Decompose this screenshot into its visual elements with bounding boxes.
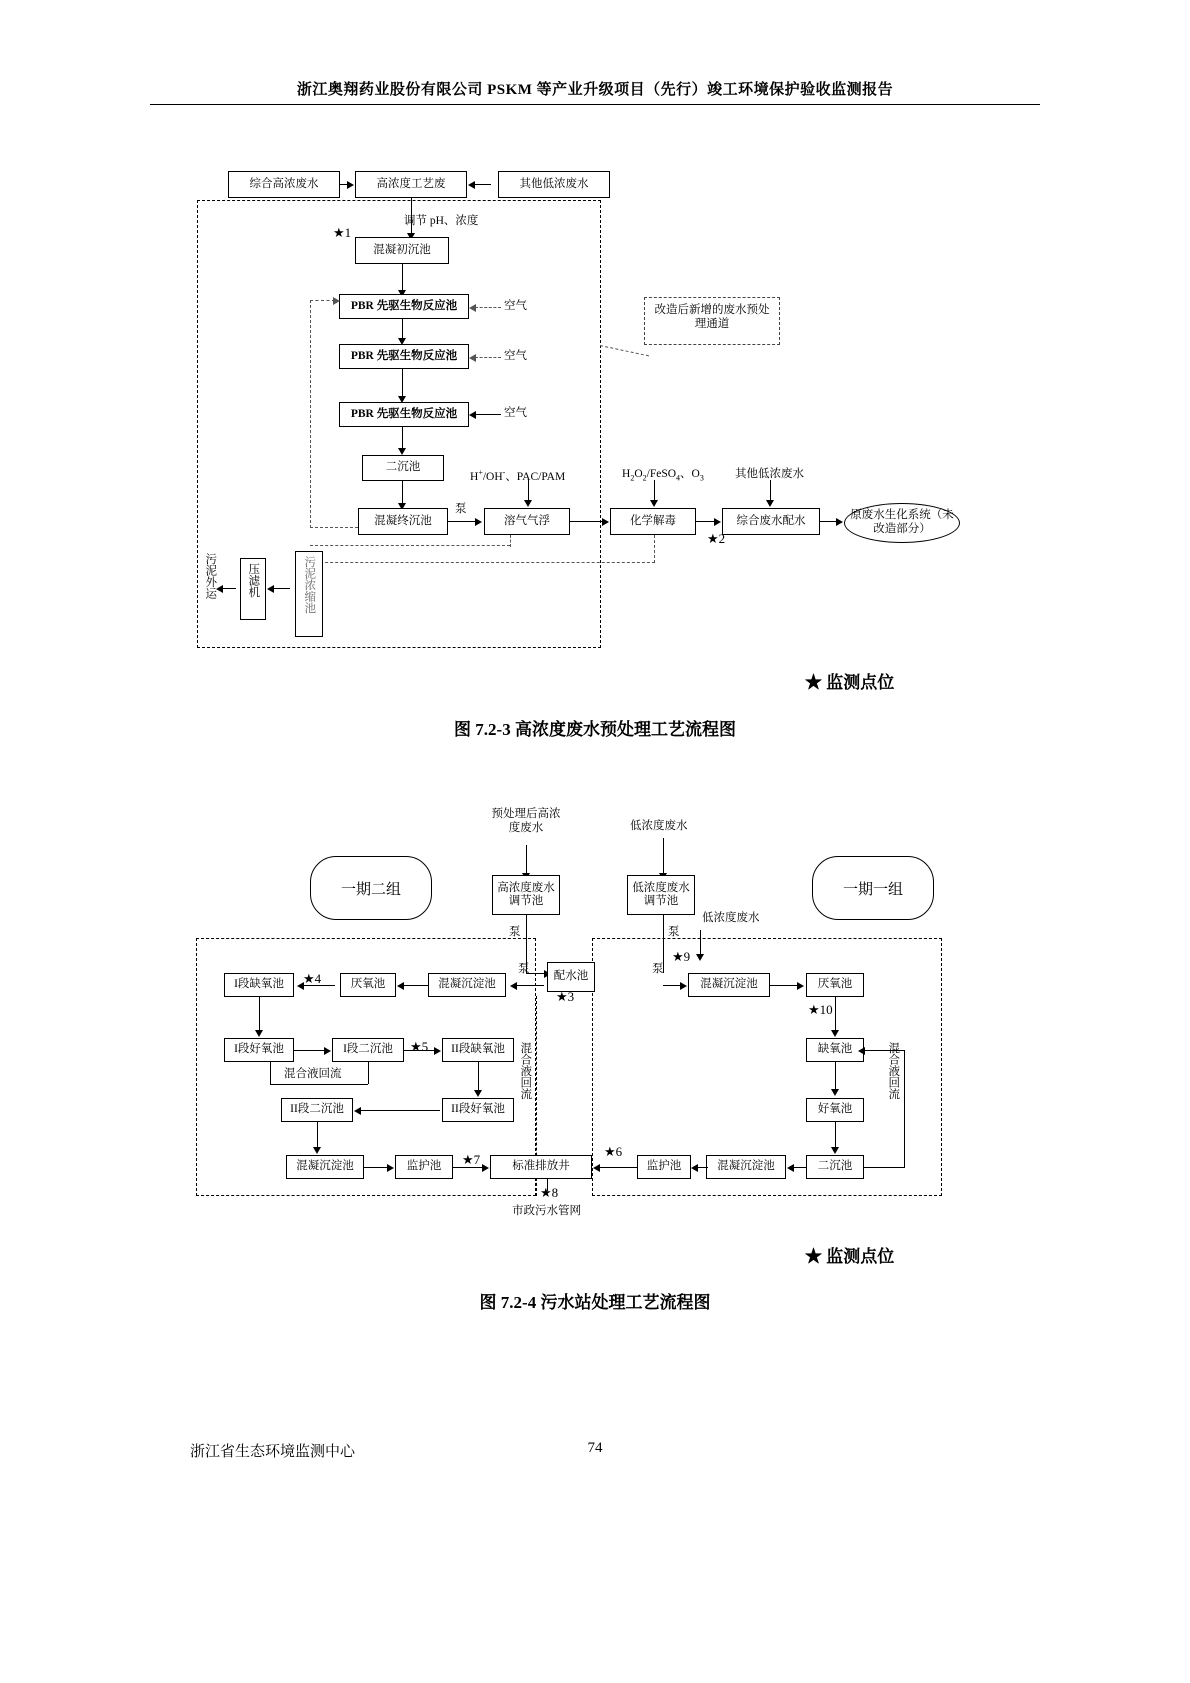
label-municipal-sewer: 市政污水管网 [512,1205,581,1217]
conn-8 [402,481,403,505]
f2-conn-26 [835,1062,836,1090]
f2-conn-27 [835,1122,836,1148]
f2-conn-17 [360,1110,440,1111]
node-standard-outlet: 标准排放井 [490,1155,592,1179]
node-coagulation-primary: 混凝初沉池 [355,237,449,264]
conn-air-2 [475,357,501,358]
node-r-coag-settling-2: 混凝沉淀池 [706,1155,786,1179]
f2-conn-8 [403,985,428,986]
node-original-biochem: 原废水生化系统（未改造部分） [844,503,960,543]
f2-arrow-11 [474,1090,482,1097]
figure2-legend: ★ 监测点位 [805,1247,895,1266]
node-pbr-1: PBR 先驱生物反应池 [339,294,469,319]
note-leader [600,345,649,356]
f2-conn-31 [793,1167,806,1168]
conn-air-1 [475,307,501,308]
node-comprehensive-dosing: 综合废水配水 [722,508,820,535]
node-pbr-2: PBR 先驱生物反应池 [339,344,469,369]
label-low-conc-water: 低浓度废水 [702,912,760,924]
group-label-phase1-1: 一期一组 [812,856,934,920]
f2-conn-30 [904,1050,905,1168]
f2-conn-10 [259,997,260,1031]
f2-arrow-10 [434,1047,441,1055]
conn-sludge-1 [310,527,358,528]
node-l-guard-tank: 监护池 [395,1155,453,1179]
f2-conn-22 [547,1179,548,1191]
node-high-conc-tank: 高浓度废水调节池 [492,875,560,915]
f2-arrow-8 [255,1030,263,1037]
conn-sludge-5 [654,535,655,563]
f2-arrow-9 [324,1047,331,1055]
f2-arrow-15 [482,1164,489,1172]
f2-arrow-20 [831,1089,839,1096]
conn-4 [402,264,403,292]
note-bubble-text: 改造后新增的废水预处理通道 [654,304,770,330]
f2-conn-14 [270,1084,368,1085]
arrow-12 [836,518,843,526]
arrow-chem-3 [766,500,774,507]
arrow-14 [216,585,223,593]
node-distribution-tank: 配水池 [547,962,595,992]
label-sludge-out: 污泥外运 [204,553,217,599]
figure1-legend: ★ 监测点位 [805,673,895,692]
f2-conn-1 [526,845,527,875]
f2-arrow-12 [354,1107,361,1115]
label-pump-f2-3: 泵 [518,963,530,975]
node-comprehensive-high-conc: 综合高浓废水 [228,171,340,198]
node-r-anaerobic: 厌氧池 [806,973,864,997]
conn-11 [696,521,715,522]
arrow-11 [714,518,721,526]
arrow-9 [475,518,482,526]
node-l-anoxic-2: II段缺氧池 [442,1038,514,1062]
f2-conn-23 [663,985,681,986]
monitor-point-7: ★7 [462,1152,481,1167]
f2-conn-32 [698,1167,708,1168]
conn-air-3 [475,414,501,415]
label-mix-return-1: 混合液回流 [284,1068,342,1080]
arrow-5 [398,338,406,345]
f2-conn-13 [368,1062,369,1084]
monitor-point-10: ★10 [808,1002,833,1017]
f2-conn-19 [364,1167,389,1168]
node-dissolved-air-flotation: 溶气气浮 [484,508,570,535]
figure1-caption: 图 7.2-3 高浓度废水预处理工艺流程图 [454,720,736,739]
footer-page-number: 74 [587,1440,603,1456]
node-low-conc-tank: 低浓度废水调节池 [627,875,695,915]
node-r-aerobic: 好氧池 [806,1098,864,1122]
f2-conn-9 [516,985,544,986]
f2-conn-29 [864,1167,904,1168]
node-l-aerobic-2: II段好氧池 [442,1098,514,1122]
node-r-anoxic: 缺氧池 [806,1038,864,1062]
label-chem-1: H+/OH-、PAC/PAM [470,468,566,483]
f2-arrow-21 [831,1147,839,1154]
f2-arrow-23 [787,1164,794,1172]
monitor-point-6: ★6 [604,1144,623,1159]
f2-conn-25 [835,997,836,1031]
label-other-low-conc-2: 其他低浓废水 [735,468,804,480]
page-header: 浙江奥翔药业股份有限公司 PSKM 等产业升级项目（先行）竣工环境保护验收监测报告 [296,82,894,98]
node-coagulation-final: 混凝终沉池 [358,508,448,535]
f2-arrow-14 [387,1164,394,1172]
label-pump-f2-1: 泵 [509,926,521,938]
footer-organization: 浙江省生态环境监测中心 [190,1444,356,1460]
node-l-settling-1: I段二沉池 [332,1038,404,1062]
conn-sludge-4 [310,562,655,563]
label-pump-1: 泵 [455,503,467,515]
conn-recycle-top [310,300,335,301]
f2-conn-18 [317,1122,318,1148]
conn-12 [820,521,837,522]
f2-arrow-22 [858,1047,865,1055]
monitor-point-8: ★8 [540,1185,559,1200]
node-l-settling-2: II段二沉池 [281,1098,353,1122]
node-l-anaerobic: 厌氧池 [340,973,396,997]
arrow-air-2 [469,354,476,362]
arrow-air-1 [469,304,476,312]
label-inlet-low: 低浓度废水 [630,820,688,832]
node-chemical-detox: 化学解毒 [610,508,696,535]
conn-chem-2 [654,480,655,502]
conn-recycle-vert [310,300,311,528]
arrow-10 [602,518,609,526]
monitor-point-1: ★1 [333,225,352,240]
label-pump-f2-4: 泵 [652,963,664,975]
arrow-13 [267,585,274,593]
f2-conn-28 [864,1050,904,1051]
conn-chem-1 [528,480,529,502]
node-sludge-thickener: 污泥浓缩池 [303,556,316,614]
conn-3 [411,198,412,235]
label-mix-return-2: 混合液回流 [519,1042,532,1100]
monitor-point-3: ★3 [556,989,575,1004]
f2-conn-7 [303,985,335,986]
node-secondary-settling: 二沉池 [362,455,444,481]
f2-arrow-16 [593,1164,600,1172]
arrow-chem-2 [650,500,658,507]
f2-conn-2 [663,838,664,875]
f2-arrow-17 [680,982,687,990]
f2-conn-12 [404,1050,435,1051]
arrow-recycle [333,297,340,305]
node-pbr-3: PBR 先驱生物反应池 [339,402,469,427]
arrow-1 [347,181,354,189]
label-air-3: 空气 [504,407,527,419]
label-inlet-high: 预处理后高浓度废水 [491,808,561,834]
monitor-point-2: ★2 [707,531,726,546]
conn-chem-3 [770,480,771,502]
node-l-aerobic-1: I段好氧池 [224,1038,294,1062]
f2-conn-11 [294,1050,325,1051]
conn-9 [448,521,476,522]
f2-arrow-24 [691,1164,698,1172]
conn-10 [570,521,603,522]
figure2-caption: 图 7.2-4 污水站处理工艺流程图 [479,1293,711,1312]
group-label-phase1-2: 一期二组 [310,856,432,920]
node-l-coag-settling-1: 混凝沉淀池 [428,973,506,997]
label-pump-f2-2: 泵 [668,926,680,938]
label-air-2: 空气 [504,350,527,362]
node-l-coag-settling-2: 混凝沉淀池 [286,1155,364,1179]
node-l-anoxic-1: I段缺氧池 [224,973,294,997]
f2-arrow-19 [831,1030,839,1037]
f2-arrow-18 [797,982,804,990]
arrow-air-3 [469,411,476,419]
node-other-low-conc: 其他低浓废水 [498,171,610,198]
f2-arrow-7 [510,982,517,990]
label-mix-return-3: 混合液回流 [887,1042,900,1100]
node-high-conc-process: 高浓度工艺废 [355,171,467,198]
conn-6 [402,369,403,397]
node-r-guard-tank: 监护池 [637,1155,691,1179]
node-r-coag-settling-1: 混凝沉淀池 [688,973,770,997]
conn-7 [402,427,403,449]
f2-conn-15 [270,1062,271,1084]
f2-conn-20 [453,1167,483,1168]
node-r-settling: 二沉池 [806,1155,864,1179]
conn-5 [402,319,403,339]
conn-sludge-3 [510,535,511,547]
label-air-1: 空气 [504,300,527,312]
f2-arrow-6 [397,982,404,990]
f2-conn-21 [600,1167,640,1168]
monitor-point-9: ★9 [672,949,691,964]
conn-14 [222,588,236,589]
f2-arrow-5 [297,982,304,990]
label-adjust-ph: 调节 pH、浓度 [404,215,479,227]
label-chem-2: $H_2O_2/FeSO_4$、$O_3$ [622,468,704,483]
arrow-2 [468,181,475,189]
f2-arrow-13 [313,1147,321,1154]
conn-13 [274,588,290,589]
node-filter-press: 压滤机 [247,563,260,598]
monitor-point-5: ★5 [410,1039,429,1054]
arrow-6 [398,396,406,403]
arrow-7 [398,448,406,455]
monitor-point-4: ★4 [303,971,322,986]
f2-conn-16 [478,1062,479,1092]
header-rule [150,104,1040,105]
conn-sludge-2 [310,545,510,546]
conn-2 [475,184,491,185]
f2-conn-24 [770,985,798,986]
arrow-chem-1 [524,500,532,507]
